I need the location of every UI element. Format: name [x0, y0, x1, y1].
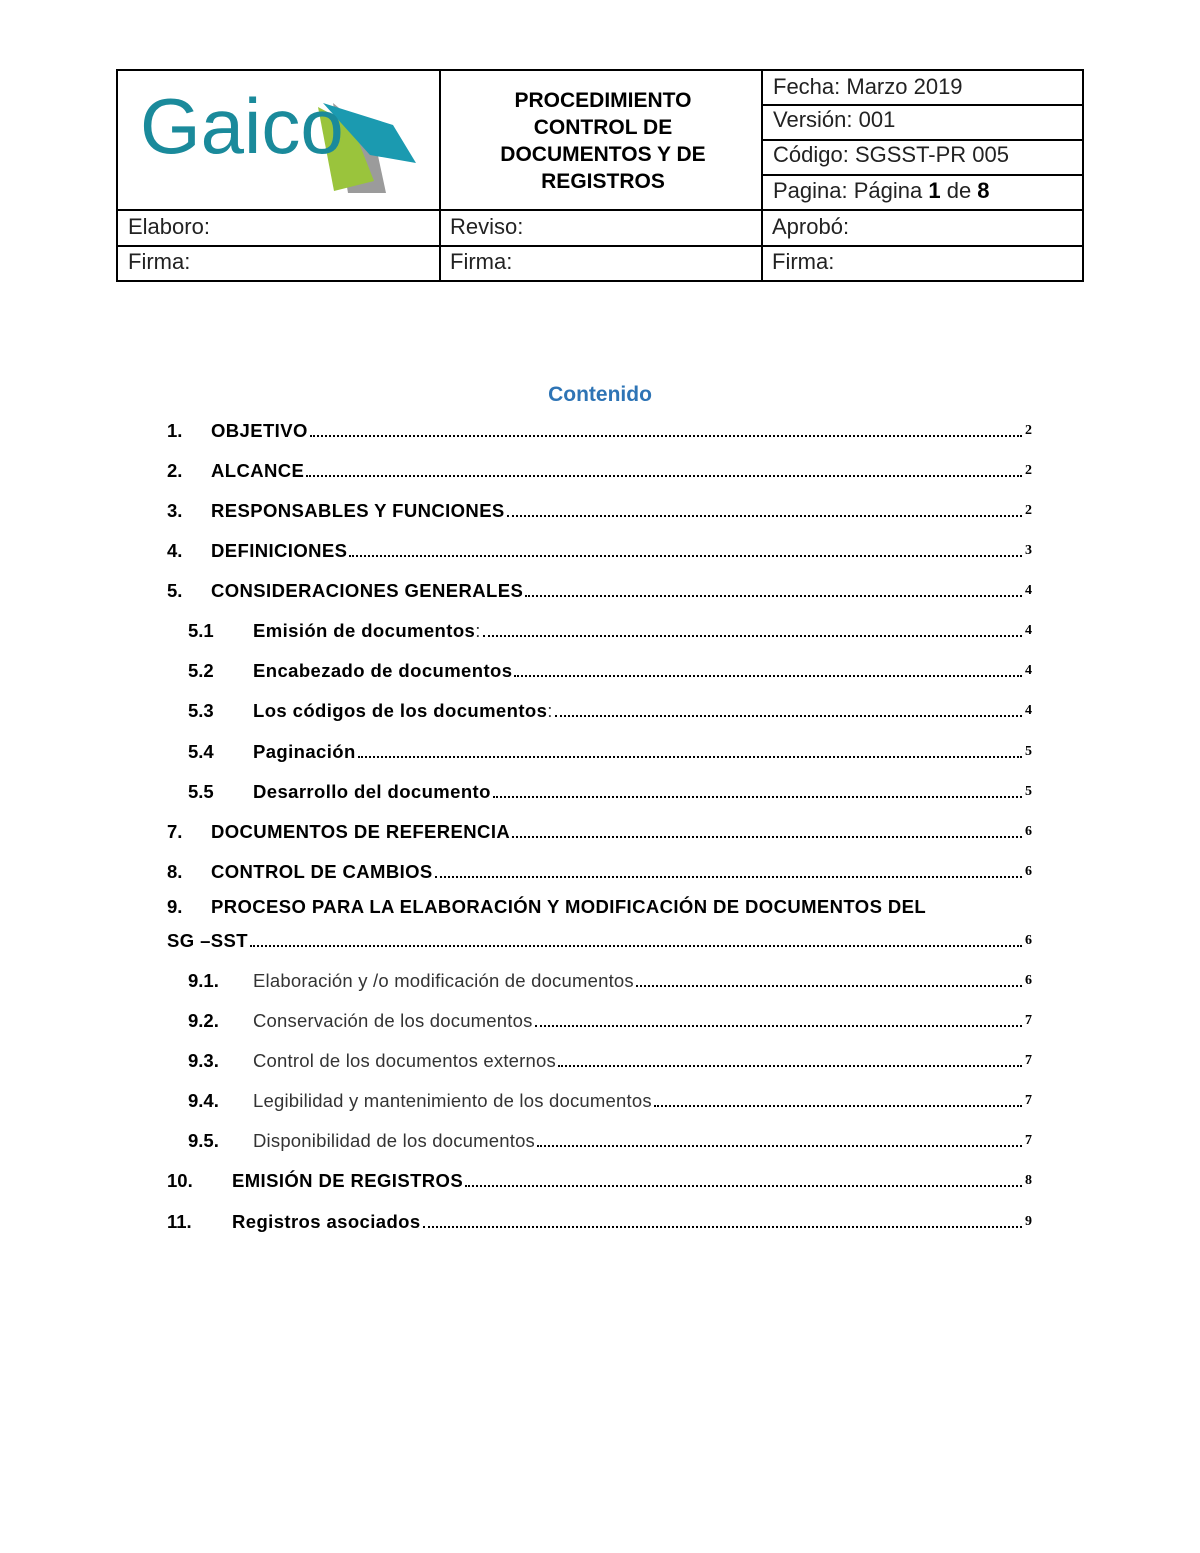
toc-leader-dots [654, 1104, 1022, 1107]
toc-entry-label: OBJETIVO [211, 420, 308, 441]
toc-entry-number: 10. [167, 1170, 193, 1191]
toc-entry[interactable] [0, 616, 1032, 642]
toc-entry[interactable] [0, 1207, 1032, 1233]
toc-entry[interactable] [0, 1086, 1032, 1112]
toc-entry-number: 5.4 [188, 741, 214, 762]
toc-entry-page: 3 [1025, 543, 1032, 558]
toc-entry[interactable] [0, 576, 1032, 602]
toc-leader-dots [493, 795, 1022, 798]
toc-entry[interactable] [0, 1046, 1032, 1072]
toc-entry-label: Los códigos de los documentos [253, 700, 548, 721]
toc-entry-page: 6 [1025, 933, 1032, 948]
toc-leader-dots [358, 755, 1022, 758]
toc-entry-number: 2. [167, 460, 183, 481]
toc-entry-page: 7 [1025, 1013, 1032, 1028]
pagina-total: 8 [977, 178, 990, 203]
toc-entry[interactable] [0, 696, 1032, 722]
toc-leader-dots [250, 944, 1022, 947]
toc-entry-page: 4 [1025, 703, 1032, 718]
version-field: Versión: 001 [773, 107, 896, 132]
toc-entry-label: Emisión de documentos [253, 620, 476, 641]
toc-entry-number: 9. [167, 896, 183, 917]
toc-entry-number: 5. [167, 580, 183, 601]
toc-entry-label: Paginación [253, 741, 356, 762]
toc-entry-number: 5.5 [188, 781, 214, 802]
toc-entry-page: 5 [1025, 744, 1032, 759]
toc-entry[interactable] [0, 656, 1032, 682]
toc-entry-number: 4. [167, 540, 183, 561]
toc-leader-dots [636, 984, 1022, 987]
toc-entry-label: CONSIDERACIONES GENERALES [211, 580, 524, 601]
toc-entry[interactable] [0, 1166, 1032, 1192]
toc-entry-suffix: : [547, 700, 553, 721]
toc-entry-number: 9.5. [188, 1130, 219, 1151]
toc-entry-label: Elaboración y /o modificación de documentos [253, 970, 634, 991]
toc-entry-page: 6 [1025, 824, 1032, 839]
toc-entry-page: 6 [1025, 864, 1032, 879]
toc-entry-label: DOCUMENTOS DE REFERENCIA [211, 821, 511, 842]
toc-entry[interactable] [0, 496, 1032, 522]
toc-entry-label: Registros asociados [232, 1211, 421, 1232]
toc-entry-page: 4 [1025, 583, 1032, 598]
toc-entry-label: DEFINICIONES [211, 540, 348, 561]
aprobo-field: Aprobó: [772, 214, 850, 239]
toc-entry-page: 2 [1025, 503, 1032, 518]
toc-entry[interactable] [0, 456, 1032, 482]
toc-entry-page: 6 [1025, 973, 1032, 988]
toc-entry-page: 4 [1025, 663, 1032, 678]
toc-leader-dots [555, 714, 1022, 717]
toc-leader-dots [512, 835, 1022, 838]
toc-entry[interactable] [0, 1126, 1032, 1152]
toc-entry-label: Legibilidad y mantenimiento de los documentos [253, 1090, 652, 1111]
firma-aprobo: Firma: [772, 249, 835, 274]
elaboro-field: Elaboro: [128, 214, 210, 239]
toc-leader-dots [465, 1184, 1022, 1187]
toc-entry-page: 2 [1025, 423, 1032, 438]
toc-entry[interactable] [0, 966, 1032, 992]
toc-entry[interactable] [0, 817, 1032, 843]
toc-entry-number: 9.2. [188, 1010, 219, 1031]
firma-reviso: Firma: [450, 249, 513, 274]
toc-entry-suffix: : [475, 620, 481, 641]
toc-entry-number: 5.1 [188, 620, 214, 641]
toc-leader-dots [535, 1024, 1022, 1027]
pagina-de: de [940, 178, 978, 203]
toc-entry-page: 4 [1025, 623, 1032, 638]
toc-entry-page: 2 [1025, 463, 1032, 478]
toc-leader-dots [423, 1225, 1022, 1228]
toc-leader-dots [483, 634, 1022, 637]
toc-entry-page: 8 [1025, 1173, 1032, 1188]
logo-wordmark: Gaico [140, 85, 344, 170]
toc-entry-label: Disponibilidad de los documentos [253, 1130, 536, 1151]
fecha-field: Fecha: Marzo 2019 [773, 74, 963, 99]
toc-entry[interactable] [0, 737, 1032, 763]
toc-entry-number: 5.3 [188, 700, 214, 721]
pagina-prefix: Pagina: Página [773, 178, 929, 203]
toc-entry-number: 9.3. [188, 1050, 219, 1071]
toc-entry-label: Conservación de los documentos [253, 1010, 533, 1031]
firma-elaboro: Firma: [128, 249, 191, 274]
toc-entry-label: SG –SST [167, 930, 248, 951]
toc-entry-number: 9.1. [188, 970, 219, 991]
toc-entry-label: EMISIÓN DE REGISTROS [232, 1170, 464, 1191]
toc-leader-dots [514, 674, 1022, 677]
toc-entry-label: Desarrollo del documento [253, 781, 491, 802]
toc-entry-number: 7. [167, 821, 183, 842]
toc-entry-number: 9.4. [188, 1090, 219, 1111]
toc-entry[interactable] [0, 926, 1032, 952]
toc-entry-number: 1. [167, 420, 183, 441]
toc-leader-dots [435, 875, 1022, 878]
toc-leader-dots [306, 474, 1022, 477]
toc-entry-label: CONTROL DE CAMBIOS [211, 861, 433, 882]
toc-leader-dots [558, 1064, 1022, 1067]
codigo-field: Código: SGSST-PR 005 [773, 142, 1010, 167]
toc-entry[interactable] [0, 416, 1032, 442]
toc-leader-dots [349, 554, 1022, 557]
toc-entry-number: 3. [167, 500, 183, 521]
reviso-field: Reviso: [450, 214, 524, 239]
toc-entry-number: 11. [167, 1211, 192, 1232]
toc-entry-label: Encabezado de documentos [253, 660, 513, 681]
toc-leader-dots [525, 594, 1022, 597]
toc-entry-page: 9 [1025, 1214, 1032, 1229]
toc-entry-label: Control de los documentos externos [253, 1050, 556, 1071]
toc-entry[interactable] [0, 777, 1032, 803]
toc-entry-page: 7 [1025, 1133, 1032, 1148]
toc-entry-page: 5 [1025, 784, 1032, 799]
toc-entry-page: 7 [1025, 1093, 1032, 1108]
pagina-number: 1 [928, 178, 941, 203]
toc-entry[interactable] [0, 536, 1032, 562]
toc-entry-label: ALCANCE [211, 460, 305, 481]
toc-entry[interactable] [0, 857, 1032, 883]
toc-entry-page: 7 [1025, 1053, 1032, 1068]
toc-leader-dots [537, 1144, 1022, 1147]
toc-entry-label-line1: PROCESO PARA LA ELABORACIÓN Y MODIFICACIÓN DE DOCUMENTOS DEL [211, 896, 927, 917]
toc-entry-number: 8. [167, 861, 183, 882]
toc-leader-dots [507, 514, 1022, 517]
toc-entry-label: RESPONSABLES Y FUNCIONES [211, 500, 505, 521]
toc-heading: Contenido [548, 383, 652, 406]
document-title: PROCEDIMIENTO CONTROL DE DOCUMENTOS Y DE REGISTROS [500, 89, 706, 193]
toc-entry[interactable] [0, 1006, 1032, 1032]
toc-leader-dots [310, 434, 1022, 437]
toc-entry-number: 5.2 [188, 660, 214, 681]
